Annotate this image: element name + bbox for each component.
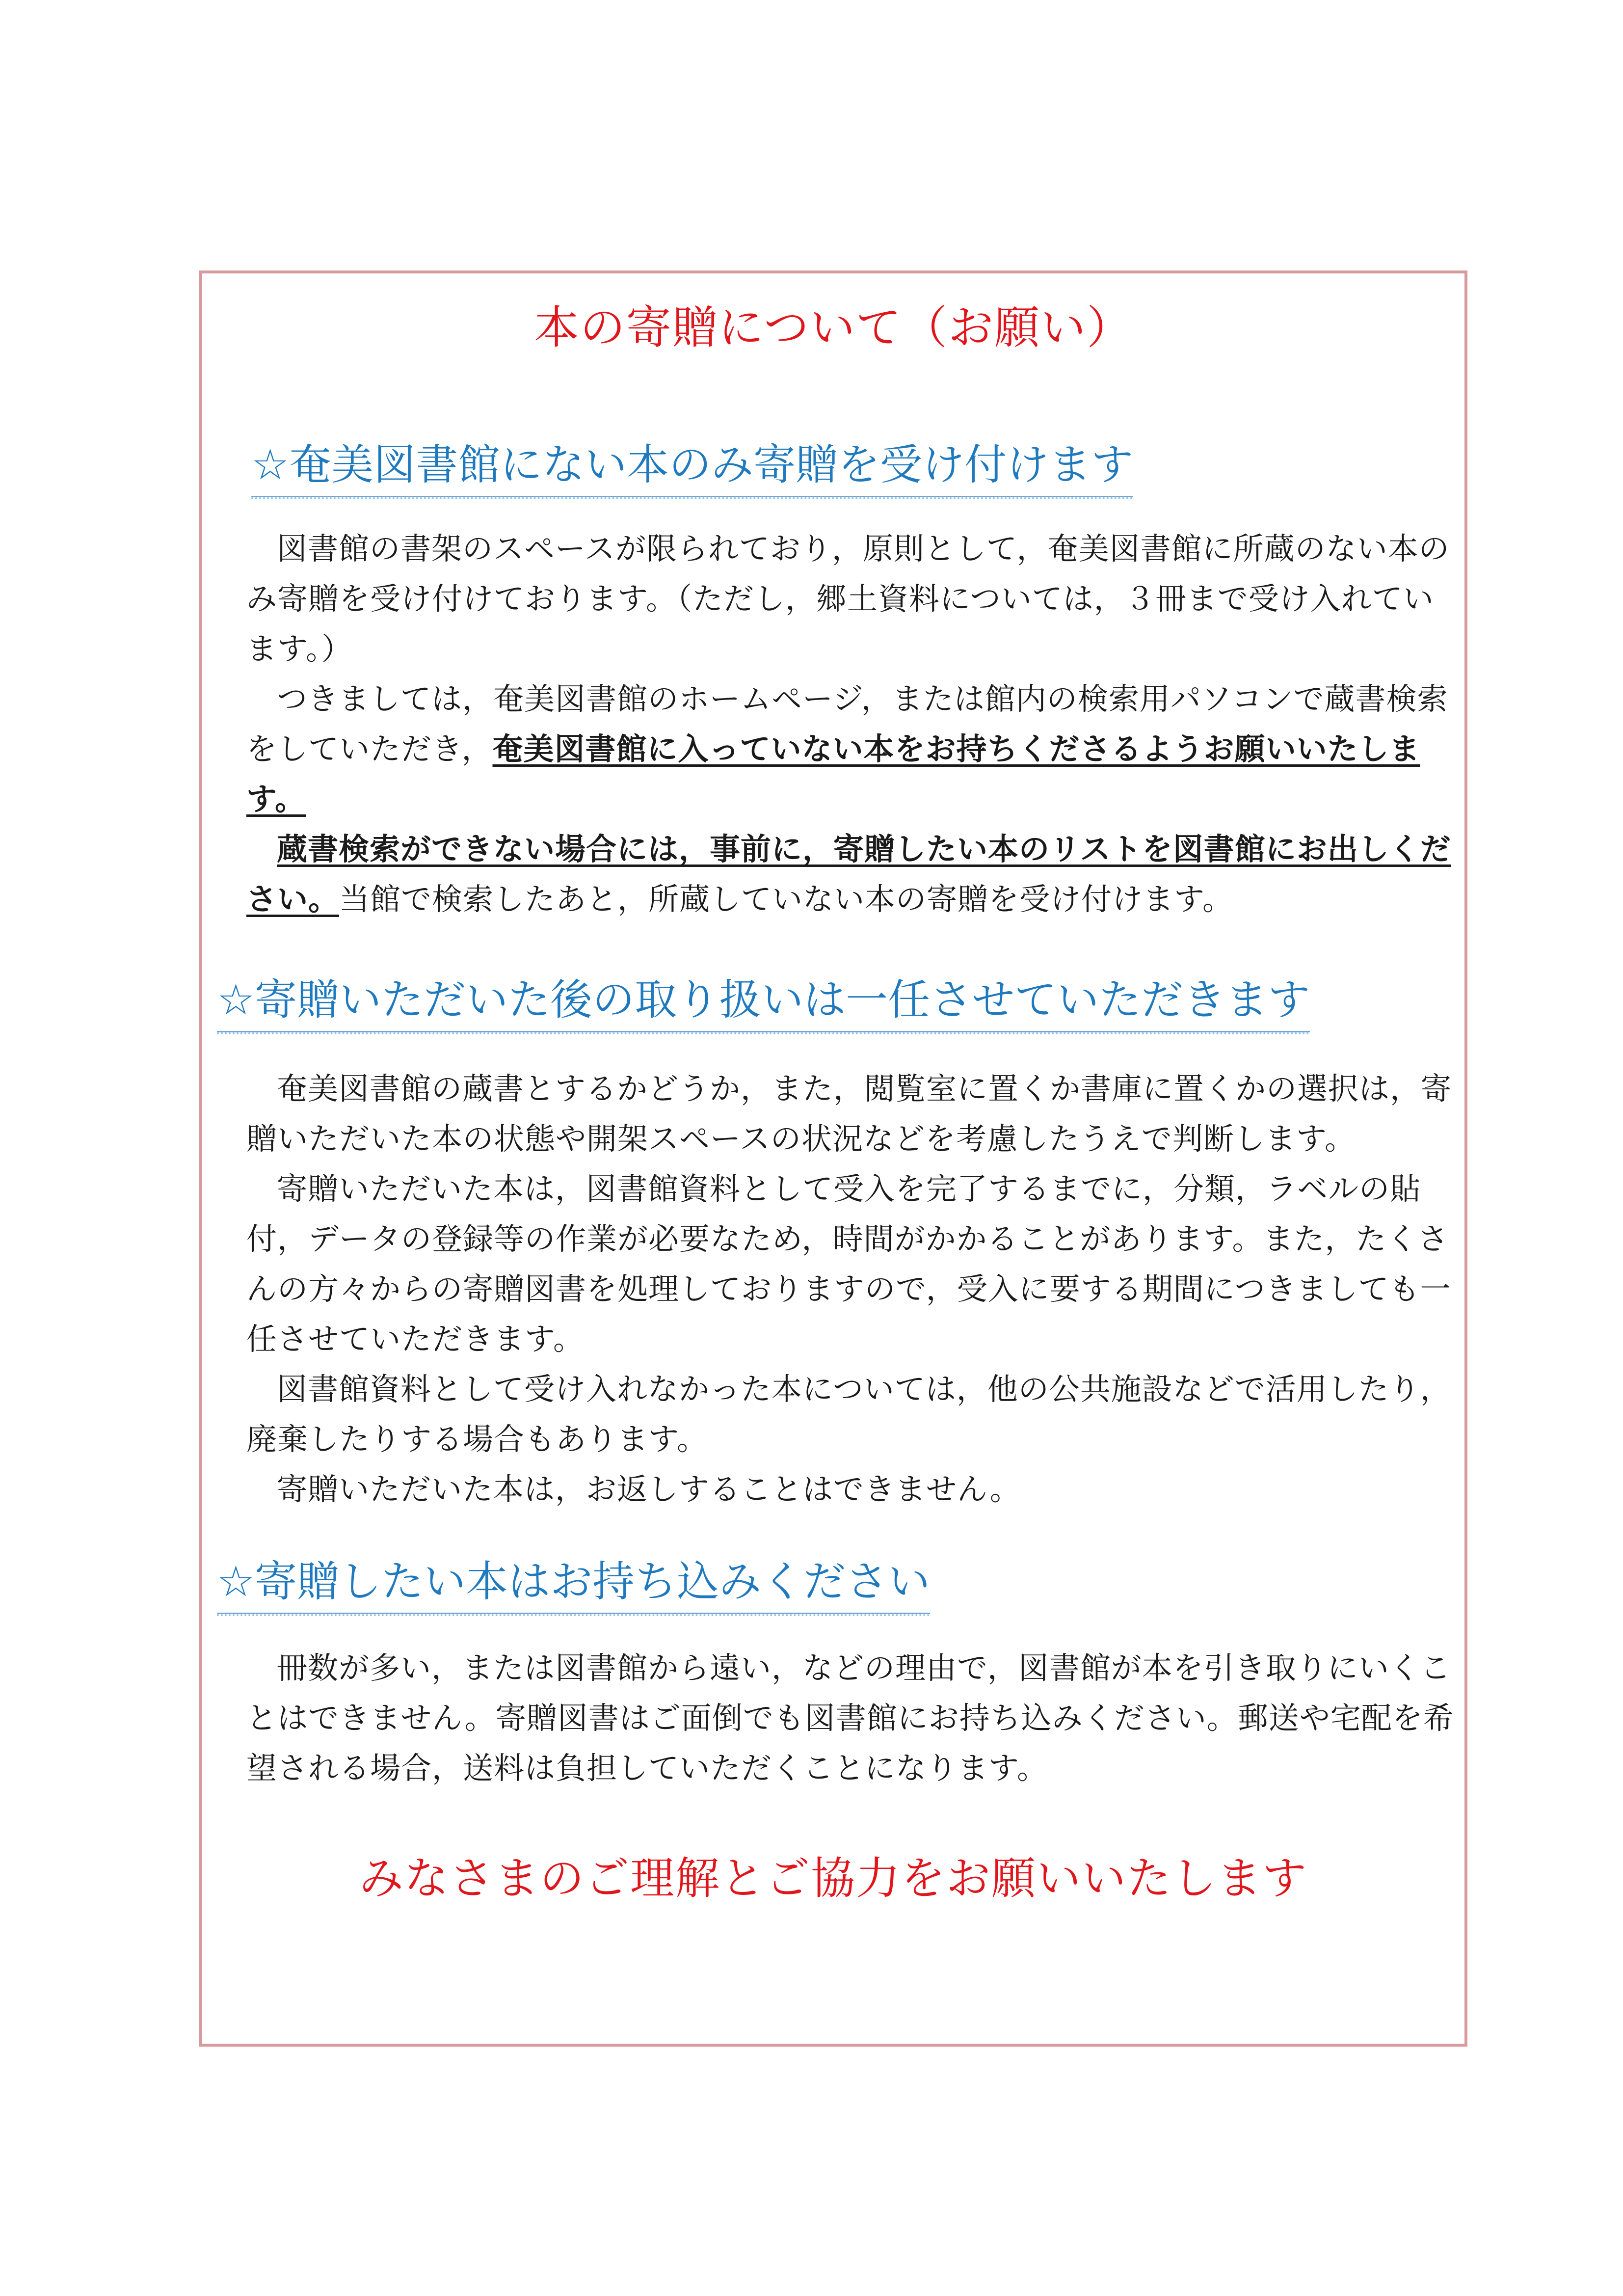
section-1-paragraph-2-lead: つきましては，奄美図書館のホームページ，または館内の検索用パソコンで蔵書検索をしていただき， [246,681,1448,767]
section-1-paragraph-1: 図書館の書架のスペースが限られており，原則として，奄美図書館に所蔵のない本のみ寄贈を受け付けております。（ただし，郷土資料については，３冊まで受け入れています。） [246,531,1450,667]
notice-title: 本の寄贈について（お願い） [533,301,1133,354]
section-heading-1: ☆奄美図書館にない本のみ寄贈を受け付けます [251,435,1133,499]
section-body-3 [246,1643,1459,1793]
section-2-paragraph-2: 寄贈いただいた本は，図書館資料として受入を完了するまでに，分類，ラベルの貼付，データの登録等の作業が必要なため，時間がかかることがあります。また，たくさんの方々からの寄贈図書を処理しておりますので，受入に要する期間につきましても一任させていただきます。 [246,1171,1451,1357]
section-1-emphasis-list: 蔵書検索ができない場合には，事前に，寄贈したい本のリストを図書館にお出しください。 [246,831,1451,917]
section-1-paragraph-3-tail: 当館で検索したあと，所蔵していない本の寄贈を受け付けます。 [339,881,1234,917]
section-1-emphasis-request: 奄美図書館に入っていない本をお持ちくださるようお願いいたします。 [246,731,1420,817]
section-heading-2: ☆寄贈いただいた後の取り扱いは一任させていただきます [217,971,1310,1034]
section-2-paragraph-3: 図書館資料として受け入れなかった本については，他の公共施設などで活用したり，廃棄したりする場合もあります。 [246,1371,1451,1457]
section-body-2 [246,1064,1459,1514]
section-2-paragraph-1: 奄美図書館の蔵書とするかどうか，また，閲覧室に置くか書庫に置くかの選択は，寄贈いただいた本の状態や開架スペースの状況などを考慮したうえで判断します。 [246,1071,1452,1157]
section-1-paragraph-2 [246,674,1459,824]
section-2-paragraph-4: 寄贈いただいた本は，お返しすることはできません。 [277,1471,1021,1507]
section-1-paragraph-3 [246,824,1459,924]
section-heading-3: ☆寄贈したい本はお持ち込みください [217,1552,930,1616]
closing-message: みなさまのご理解とご協力をお願いいたします [359,1853,1307,1904]
section-3-paragraph-1: 冊数が多い，または図書館から遠い，などの理由で，図書館が本を引き取りにいくことはできません。寄贈図書はご面倒でも図書館にお持ち込みください。郵送や宅配を希望される場合，送料は負担していただくことになります。 [246,1650,1454,1786]
notice-frame [199,270,1467,2047]
section-body-1 [246,524,1459,924]
